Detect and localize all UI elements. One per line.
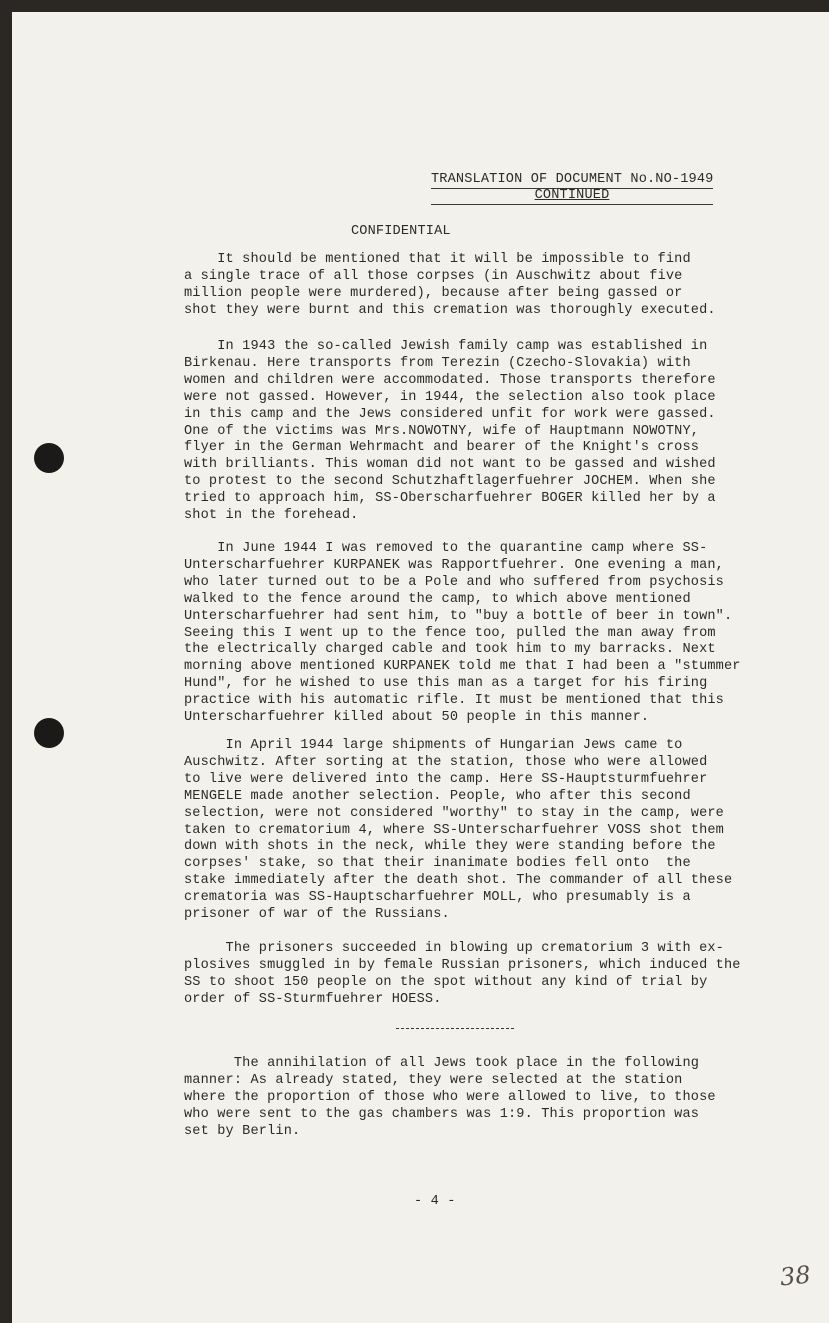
page-number: - 4 - xyxy=(414,1194,456,1209)
section-separator xyxy=(396,1028,514,1029)
paragraph-4: In April 1944 large shipments of Hungarian Jews came to Auschwitz. After sorting at the station, those who were allowed to live were delivered into the camp. Here SS-Hauptsturmfuehrer MENGELE made another selection. People, who after this second selection, were not considered "worthy" to stay in the camp, were taken to crematorium 4, where SS-Unterscharfuehrer VOSS shot them down with shots in the neck, while they were standing before the corpses' stake, so that their inanimate bodies fell onto the stake immediately after the death shot. The commander of all these crematoria was SS-Hauptscharfuehrer MOLL, who presumably is a prisoner of war of the Russians. xyxy=(184,738,733,923)
handwritten-archive-number: 38 xyxy=(778,1260,812,1292)
paragraph-3: In June 1944 I was removed to the quarantine camp where SS- Unterscharfuehrer KURPANEK was Rapportfuehrer. One evening a man, who later turned out to be a Pole and who suffered from psychosis walked to the fence around the camp, to which above mentioned Unterscharfuehrer had sent him, to "buy a bottle of beer in town". Seeing this I went up to the fence too, pulled the man away from the electrically charged cable and took him to my barracks. Next morning above mentioned KURPANEK told me that I had been a "stummer Hund", for he wished to use this man as a target for his firing practice with his automatic rifle. It must be mentioned that this Unterscharfuehrer killed about 50 people in this manner. xyxy=(184,541,741,726)
document-subtitle xyxy=(431,188,713,205)
paragraph-6: The annihilation of all Jews took place in the following manner: As already stated, they were selected at the station where the proportion of those who were allowed to live, to those who were sent to the gas chambers was 1:9. This proportion was set by Berlin. xyxy=(184,1056,716,1139)
document-page xyxy=(12,12,829,1323)
document-subtitle-text: CONTINUED xyxy=(534,188,610,203)
paragraph-5: The prisoners succeeded in blowing up crematorium 3 with ex- plosives smuggled in by female Russian prisoners, which induced the SS to shoot 150 people on the spot without any kind of trial by order of SS-Sturmfuehrer HOESS. xyxy=(184,941,741,1007)
binder-hole-top xyxy=(34,443,64,473)
paragraph-2: In 1943 the so-called Jewish family camp was established in Birkenau. Here transports from Terezin (Czecho-Slovakia) with women and children were accommodated. Those transports therefore were not gassed. However, in 1944, the selection also took place in this camp and the Jews considered unfit for work were gassed. One of the victims was Mrs.NOWOTNY, wife of Hauptmann NOWOTNY, flyer in the German Wehrmacht and bearer of the Knight's cross with brilliants. This woman did not want to be gassed and wished to protest to the second Schutzhaftlagerfuehrer JOCHEM. When she tried to approach him, SS-Oberscharfuehrer BOGER killed her by a shot in the forehead. xyxy=(184,339,716,524)
classification-heading: CONFIDENTIAL xyxy=(351,224,451,239)
paragraph-1: It should be mentioned that it will be impossible to find a single trace of all those corpses (in Auschwitz about five million people were murdered), because after being gassed or shot they were burnt and this cremation was thoroughly executed. xyxy=(184,252,716,318)
binder-hole-bottom xyxy=(34,718,64,748)
document-title: TRANSLATION OF DOCUMENT No.NO-1949 xyxy=(431,172,714,187)
